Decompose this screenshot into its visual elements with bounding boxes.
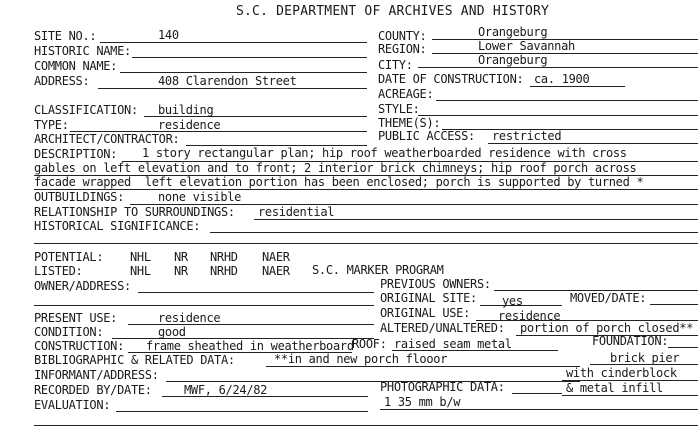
bibliographic-value: **in and new porch flooor xyxy=(274,352,448,366)
photographic-label: PHOTOGRAPHIC DATA: xyxy=(380,380,505,394)
foundation-value-2: with cinderblock xyxy=(566,366,677,380)
county-label: COUNTY: xyxy=(378,29,427,43)
historical-significance-line xyxy=(210,232,698,233)
listed-nr: NR xyxy=(174,264,188,278)
type-label: TYPE: xyxy=(34,118,69,132)
site-no-value: 140 xyxy=(158,28,179,42)
description-line-1: 1 story rectangular plan; hip roof weatherboarded residence with cross xyxy=(142,146,627,160)
present-use-label: PRESENT USE: xyxy=(34,311,118,325)
potential-nhl: NHL xyxy=(130,250,151,264)
photographic-rule xyxy=(380,409,698,410)
historical-significance-label: HISTORICAL SIGNIFICANCE: xyxy=(34,219,201,233)
date-construction-value: ca. 1900 xyxy=(534,72,590,86)
recorded-line xyxy=(162,396,368,397)
address-line xyxy=(98,88,367,89)
classification-value: building xyxy=(158,103,214,117)
region-value: Lower Savannah xyxy=(478,39,575,53)
evaluation-line-2 xyxy=(34,425,698,426)
foundation-rule-1 xyxy=(590,364,698,365)
original-site-value: yes xyxy=(502,294,523,308)
owner-address-line xyxy=(138,292,374,293)
site-no-line xyxy=(100,42,367,43)
foundation-value-3: & metal infill xyxy=(566,381,663,395)
photographic-line xyxy=(512,393,562,394)
original-site-line xyxy=(480,305,562,306)
potential-nrhd: NRHD xyxy=(210,250,238,264)
listed-label: LISTED: xyxy=(34,264,83,278)
historic-name-label: HISTORIC NAME: xyxy=(34,44,131,58)
relationship-label: RELATIONSHIP TO SURROUNDINGS: xyxy=(34,205,235,219)
foundation-rule-3 xyxy=(562,395,698,396)
acreage-line xyxy=(436,100,698,101)
style-line xyxy=(418,115,698,116)
foundation-label: FOUNDATION: xyxy=(592,334,669,348)
altered-value: portion of porch closed** xyxy=(520,321,694,335)
historical-significance-line-2 xyxy=(34,243,698,244)
condition-label: CONDITION: xyxy=(34,325,104,339)
type-value: residence xyxy=(158,118,221,132)
informant-label: INFORMANT/ADDRESS: xyxy=(34,368,159,382)
photographic-value: 1 35 mm b/w xyxy=(384,395,461,409)
construction-label: CONSTRUCTION: xyxy=(34,339,125,353)
recorded-value: MWF, 6/24/82 xyxy=(184,383,268,397)
outbuildings-value: none visible xyxy=(158,190,242,204)
form-title: S.C. DEPARTMENT OF ARCHIVES AND HISTORY xyxy=(236,4,550,19)
public-access-line xyxy=(488,143,698,144)
description-line-3: facade wrapped left elevation portion has been enclosed; porch is supported by turned * xyxy=(34,175,644,189)
roof-label: ROOF: xyxy=(352,337,387,351)
roof-value: raised seam metal xyxy=(394,337,512,351)
listed-naer: NAER xyxy=(262,264,290,278)
public-access-value: restricted xyxy=(492,129,562,143)
altered-label: ALTERED/UNALTERED: xyxy=(380,321,505,335)
classification-label: CLASSIFICATION: xyxy=(34,103,138,117)
relationship-value: residential xyxy=(258,205,335,219)
date-construction-label: DATE OF CONSTRUCTION: xyxy=(378,72,524,86)
potential-nr: NR xyxy=(174,250,188,264)
sc-marker-program: S.C. MARKER PROGRAM xyxy=(312,263,444,277)
original-site-label: ORIGINAL SITE: xyxy=(380,291,477,305)
outbuildings-label: OUTBUILDINGS: xyxy=(34,190,125,204)
recorded-label: RECORDED BY/DATE: xyxy=(34,383,152,397)
themes-label: THEME(S): xyxy=(378,116,441,130)
foundation-value-1: brick pier xyxy=(610,351,680,365)
construction-value: frame sheathed in weatherboard xyxy=(146,339,354,353)
classification-line xyxy=(144,116,367,117)
common-name-label: COMMON NAME: xyxy=(34,59,118,73)
description-label: DESCRIPTION: xyxy=(34,147,118,161)
architect-label: ARCHITECT/CONTRACTOR: xyxy=(34,132,180,146)
address-value: 408 Clarendon Street xyxy=(158,74,297,88)
county-value: Orangeburg xyxy=(478,25,548,39)
region-label: REGION: xyxy=(378,42,427,56)
evaluation-line xyxy=(116,411,368,412)
region-line xyxy=(432,53,698,54)
acreage-label: ACREAGE: xyxy=(378,87,434,101)
address-label: ADDRESS: xyxy=(34,74,90,88)
foundation-line xyxy=(668,347,698,348)
city-label: CITY: xyxy=(378,58,413,72)
moved-date-line xyxy=(650,304,698,305)
historic-name-line xyxy=(132,57,367,58)
roof-line xyxy=(392,350,558,351)
owner-address-line-2 xyxy=(34,305,374,306)
bibliographic-label: BIBLIOGRAPHIC & RELATED DATA: xyxy=(34,353,235,367)
moved-date-label: MOVED/DATE: xyxy=(570,291,647,305)
original-use-label: ORIGINAL USE: xyxy=(380,306,471,320)
owner-address-label: OWNER/ADDRESS: xyxy=(34,279,131,293)
listed-nrhd: NRHD xyxy=(210,264,238,278)
bibliographic-line xyxy=(266,366,580,367)
relationship-line xyxy=(254,219,698,220)
date-construction-line xyxy=(530,86,625,87)
public-access-label: PUBLIC ACCESS: xyxy=(378,129,475,143)
listed-nhl: NHL xyxy=(130,264,151,278)
description-rule-3 xyxy=(34,189,698,190)
potential-naer: NAER xyxy=(262,250,290,264)
city-value: Orangeburg xyxy=(478,53,548,67)
present-use-value: residence xyxy=(158,311,221,325)
original-use-value: residence xyxy=(498,309,561,323)
site-no-label: SITE NO.: xyxy=(34,29,97,43)
description-line-2: gables on left elevation and to front; 2 interior brick chimneys; hip roof porch across xyxy=(34,161,637,175)
common-name-line xyxy=(120,72,367,73)
style-label: STYLE: xyxy=(378,102,420,116)
city-line xyxy=(418,67,698,68)
informant-line xyxy=(166,381,580,382)
previous-owners-label: PREVIOUS OWNERS: xyxy=(380,277,491,291)
themes-line xyxy=(442,129,698,130)
potential-label: POTENTIAL: xyxy=(34,250,104,264)
evaluation-label: EVALUATION: xyxy=(34,398,111,412)
condition-value: good xyxy=(158,325,186,339)
